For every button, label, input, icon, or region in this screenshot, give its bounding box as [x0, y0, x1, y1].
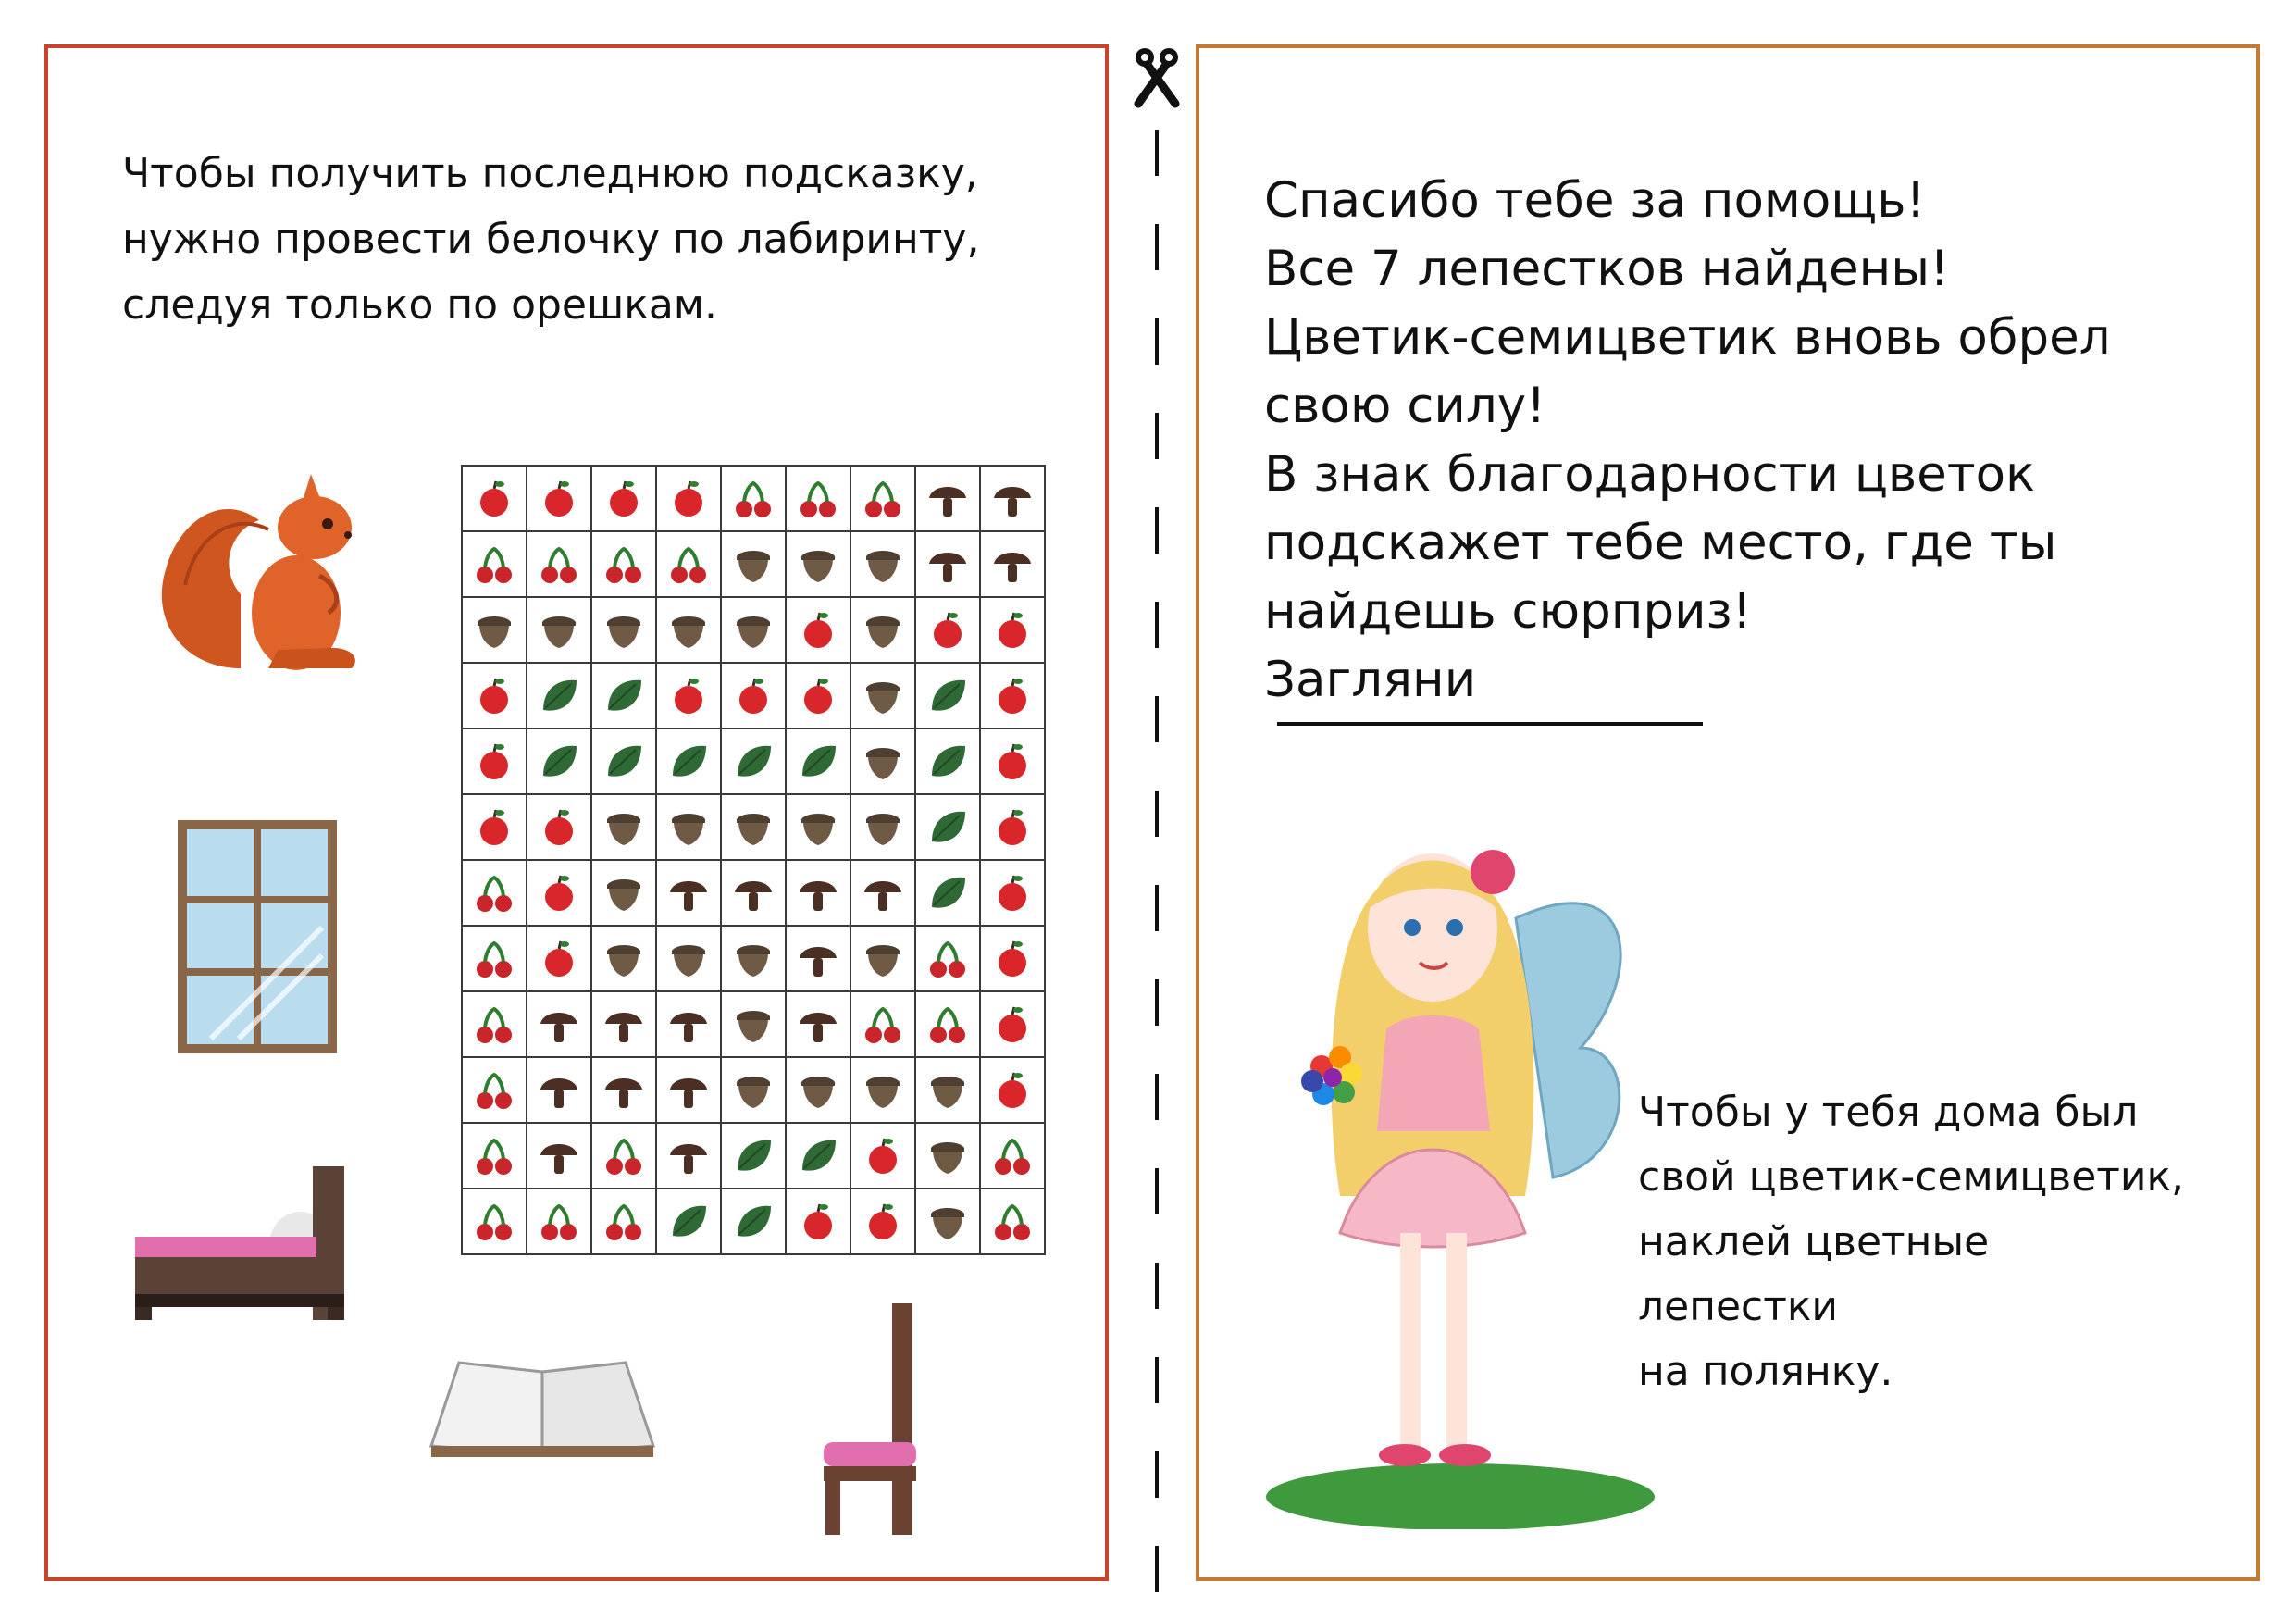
cherry-icon — [471, 1133, 517, 1179]
cut-line — [1129, 37, 1185, 1592]
apple-icon — [989, 870, 1036, 916]
leaf-icon — [925, 804, 971, 851]
nut-icon — [536, 607, 582, 654]
maze-cell-mushroom[interactable] — [915, 531, 980, 597]
maze-cell-cherry[interactable] — [721, 466, 786, 531]
maze-cell-nut[interactable] — [850, 729, 915, 794]
maze-cell-mushroom[interactable] — [656, 1057, 721, 1123]
maze-cell-cherry[interactable] — [591, 531, 656, 597]
cherry-icon — [601, 1199, 647, 1245]
maze-cell-leaf[interactable] — [786, 729, 850, 794]
maze-cell-apple[interactable] — [980, 729, 1045, 794]
maze-cell-cherry[interactable] — [527, 531, 591, 597]
maze-row — [462, 729, 1045, 794]
mushroom-icon — [730, 870, 776, 916]
leaf-icon — [665, 1199, 712, 1245]
maze-cell-leaf[interactable] — [915, 794, 980, 860]
maze-cell-cherry[interactable] — [850, 466, 915, 531]
mushroom-icon — [665, 870, 712, 916]
maze-cell-mushroom[interactable] — [656, 991, 721, 1057]
mushroom-icon — [536, 1133, 582, 1179]
apple-icon — [925, 607, 971, 654]
maze-cell-cherry[interactable] — [462, 860, 527, 926]
thank-you-message — [1264, 167, 2236, 726]
apple-icon — [536, 870, 582, 916]
apple-icon — [471, 476, 517, 522]
maze-cell-mushroom[interactable] — [527, 991, 591, 1057]
apple-icon — [536, 476, 582, 522]
maze-cell-apple[interactable] — [915, 597, 980, 663]
look-line — [1264, 646, 2236, 726]
maze-cell-leaf[interactable] — [656, 729, 721, 794]
nut-icon — [860, 739, 906, 785]
sticker-line: свой цветик-семицветик, — [1638, 1153, 2185, 1201]
apple-icon — [730, 673, 776, 719]
cherry-icon — [860, 476, 906, 522]
mushroom-icon — [536, 1002, 582, 1048]
maze-cell-cherry[interactable] — [980, 1123, 1045, 1189]
maze-cell-apple[interactable] — [980, 926, 1045, 991]
squirrel-illustration — [130, 437, 389, 696]
look-label: Загляни — [1264, 652, 1477, 708]
maze-cell-nut[interactable] — [721, 926, 786, 991]
apple-icon — [536, 936, 582, 982]
nut-icon — [601, 804, 647, 851]
chair-illustration — [818, 1298, 929, 1538]
maze-cell-nut[interactable] — [656, 597, 721, 663]
maze-cell-nut[interactable] — [656, 794, 721, 860]
maze-cell-mushroom[interactable] — [721, 860, 786, 926]
maze-cell-leaf[interactable] — [656, 1189, 721, 1254]
maze-cell-nut[interactable] — [915, 1057, 980, 1123]
leaf-icon — [730, 739, 776, 785]
maze-cell-apple[interactable] — [462, 794, 527, 860]
nut-icon — [860, 1067, 906, 1114]
mushroom-icon — [925, 476, 971, 522]
mushroom-icon — [665, 1002, 712, 1048]
mushroom-icon — [989, 542, 1036, 588]
maze-cell-cherry[interactable] — [462, 991, 527, 1057]
cherry-icon — [471, 542, 517, 588]
leaf-icon — [795, 1133, 841, 1179]
maze-cell-mushroom[interactable] — [980, 531, 1045, 597]
nut-icon — [925, 1133, 971, 1179]
maze-cell-nut[interactable] — [850, 1057, 915, 1123]
message-line: В знак благодарности цветок — [1264, 446, 2036, 503]
sticker-line: Чтобы у тебя дома был — [1638, 1089, 2139, 1136]
apple-icon — [795, 607, 841, 654]
leaf-icon — [730, 1133, 776, 1179]
apple-icon — [665, 673, 712, 719]
apple-icon — [989, 936, 1036, 982]
maze-row — [462, 926, 1045, 991]
maze-cell-mushroom[interactable] — [915, 466, 980, 531]
maze-cell-mushroom[interactable] — [527, 1057, 591, 1123]
cherry-icon — [471, 936, 517, 982]
mushroom-icon — [601, 1067, 647, 1114]
nut-icon — [730, 542, 776, 588]
nut-icon — [730, 607, 776, 654]
apple-icon — [989, 1067, 1036, 1114]
maze-cell-cherry[interactable] — [915, 926, 980, 991]
nut-icon — [601, 936, 647, 982]
maze-cell-mushroom[interactable] — [591, 991, 656, 1057]
nut-icon — [860, 673, 906, 719]
maze-row — [462, 1057, 1045, 1123]
leaf-icon — [925, 739, 971, 785]
apple-icon — [989, 1002, 1036, 1048]
apple-icon — [860, 1133, 906, 1179]
maze-cell-leaf[interactable] — [527, 663, 591, 729]
mushroom-icon — [665, 1067, 712, 1114]
maze-row — [462, 991, 1045, 1057]
mushroom-icon — [860, 870, 906, 916]
sticker-line: наклей цветные лепестки — [1638, 1218, 1990, 1330]
maze-cell-nut[interactable] — [915, 1123, 980, 1189]
nut-icon — [795, 804, 841, 851]
book-illustration — [422, 1353, 663, 1464]
leaf-icon — [536, 673, 582, 719]
apple-icon — [536, 804, 582, 851]
leaf-icon — [925, 673, 971, 719]
mushroom-icon — [665, 1133, 712, 1179]
intro-line: нужно провести белочку по лабиринту, — [122, 216, 980, 263]
cherry-icon — [601, 1133, 647, 1179]
maze-cell-apple[interactable] — [980, 794, 1045, 860]
apple-icon — [601, 476, 647, 522]
nut-icon — [665, 607, 712, 654]
maze-cell-apple[interactable] — [980, 991, 1045, 1057]
maze-cell-apple[interactable] — [786, 597, 850, 663]
cherry-icon — [536, 542, 582, 588]
nut-icon — [860, 804, 906, 851]
maze-row — [462, 794, 1045, 860]
apple-icon — [665, 476, 712, 522]
cherry-icon — [471, 1067, 517, 1114]
maze-cell-mushroom[interactable] — [786, 926, 850, 991]
maze-row — [462, 860, 1045, 926]
maze-row — [462, 1123, 1045, 1189]
maze-cell-apple[interactable] — [656, 466, 721, 531]
leaf-icon — [730, 1199, 776, 1245]
maze-cell-mushroom[interactable] — [527, 1123, 591, 1189]
maze-cell-mushroom[interactable] — [656, 860, 721, 926]
maze-cell-cherry[interactable] — [656, 531, 721, 597]
apple-icon — [989, 607, 1036, 654]
maze-instructions — [122, 141, 1048, 338]
maze-row — [462, 663, 1045, 729]
nut-icon — [795, 542, 841, 588]
maze-cell-mushroom[interactable] — [786, 860, 850, 926]
maze-cell-apple[interactable] — [591, 466, 656, 531]
maze-cell-nut[interactable] — [850, 926, 915, 991]
cherry-icon — [925, 1002, 971, 1048]
mushroom-icon — [795, 870, 841, 916]
maze-cell-nut[interactable] — [850, 597, 915, 663]
maze-cell-cherry[interactable] — [462, 926, 527, 991]
nut-icon — [730, 1067, 776, 1114]
cherry-icon — [536, 1199, 582, 1245]
apple-icon — [795, 673, 841, 719]
maze-cell-cherry[interactable] — [591, 1123, 656, 1189]
maze-grid — [461, 465, 1046, 1255]
nut-icon — [860, 542, 906, 588]
maze-cell-nut[interactable] — [527, 597, 591, 663]
maze-cell-apple[interactable] — [721, 663, 786, 729]
maze-cell-cherry[interactable] — [591, 1189, 656, 1254]
maze-cell-nut[interactable] — [786, 1057, 850, 1123]
mushroom-icon — [925, 542, 971, 588]
maze-cell-apple[interactable] — [462, 466, 527, 531]
apple-icon — [471, 739, 517, 785]
leaf-icon — [601, 673, 647, 719]
maze-cell-mushroom[interactable] — [850, 860, 915, 926]
maze-row — [462, 1189, 1045, 1254]
leaf-icon — [795, 739, 841, 785]
left-page-panel — [44, 44, 1109, 1581]
maze-cell-cherry[interactable] — [462, 531, 527, 597]
maze-cell-nut[interactable] — [721, 531, 786, 597]
mushroom-icon — [601, 1002, 647, 1048]
maze-cell-apple[interactable] — [980, 860, 1045, 926]
maze-cell-mushroom[interactable] — [980, 466, 1045, 531]
cherry-icon — [471, 870, 517, 916]
message-line: Цветик-семицветик вновь обрел — [1264, 309, 2111, 366]
nut-icon — [601, 870, 647, 916]
nut-icon — [471, 607, 517, 654]
answer-blank[interactable] — [1277, 715, 1703, 726]
cherry-icon — [795, 476, 841, 522]
maze-cell-mushroom[interactable] — [656, 1123, 721, 1189]
maze-cell-nut[interactable] — [786, 531, 850, 597]
maze-cell-apple[interactable] — [980, 663, 1045, 729]
maze-row — [462, 531, 1045, 597]
nut-icon — [665, 936, 712, 982]
cherry-icon — [989, 1133, 1036, 1179]
maze-cell-cherry[interactable] — [462, 1123, 527, 1189]
maze-cell-mushroom[interactable] — [786, 991, 850, 1057]
nut-icon — [665, 804, 712, 851]
maze-cell-apple[interactable] — [462, 729, 527, 794]
apple-icon — [471, 673, 517, 719]
maze-cell-apple[interactable] — [850, 1123, 915, 1189]
maze-cell-leaf[interactable] — [591, 729, 656, 794]
maze-cell-apple[interactable] — [527, 466, 591, 531]
maze-cell-nut[interactable] — [656, 926, 721, 991]
mushroom-icon — [536, 1067, 582, 1114]
maze-cell-cherry[interactable] — [462, 1189, 527, 1254]
maze-cell-leaf[interactable] — [721, 729, 786, 794]
maze-cell-apple[interactable] — [980, 597, 1045, 663]
maze-cell-leaf[interactable] — [915, 860, 980, 926]
apple-icon — [989, 804, 1036, 851]
cherry-icon — [989, 1199, 1036, 1245]
maze-cell-nut[interactable] — [786, 794, 850, 860]
mushroom-icon — [989, 476, 1036, 522]
apple-icon — [795, 1199, 841, 1245]
maze-cell-nut[interactable] — [591, 794, 656, 860]
cherry-icon — [665, 542, 712, 588]
nut-icon — [925, 1067, 971, 1114]
maze-cell-apple[interactable] — [527, 794, 591, 860]
leaf-icon — [925, 870, 971, 916]
maze-cell-leaf[interactable] — [786, 1123, 850, 1189]
apple-icon — [860, 1199, 906, 1245]
cherry-icon — [730, 476, 776, 522]
nut-icon — [730, 804, 776, 851]
leaf-icon — [536, 739, 582, 785]
right-page-panel — [1196, 44, 2260, 1581]
nut-icon — [925, 1199, 971, 1245]
maze-cell-leaf[interactable] — [527, 729, 591, 794]
maze-cell-nut[interactable] — [721, 1057, 786, 1123]
nut-icon — [860, 607, 906, 654]
leaf-icon — [665, 739, 712, 785]
nut-icon — [601, 607, 647, 654]
message-line: Спасибо тебе за помощь! — [1264, 172, 1926, 229]
maze-cell-leaf[interactable] — [721, 1189, 786, 1254]
mushroom-icon — [795, 1002, 841, 1048]
maze-cell-apple[interactable] — [850, 1189, 915, 1254]
maze-cell-leaf[interactable] — [915, 663, 980, 729]
message-line: свою силу! — [1264, 378, 1546, 434]
maze-cell-nut[interactable] — [591, 597, 656, 663]
maze-cell-cherry[interactable] — [786, 466, 850, 531]
maze-cell-nut[interactable] — [462, 597, 527, 663]
cherry-icon — [860, 1002, 906, 1048]
message-line: найдешь сюрприз! — [1264, 583, 1752, 640]
intro-line: Чтобы получить последнюю подсказку, — [122, 150, 978, 197]
cherry-icon — [601, 542, 647, 588]
maze-cell-cherry[interactable] — [462, 1057, 527, 1123]
window-illustration — [174, 816, 341, 1057]
sticker-line: на полянку. — [1638, 1348, 1893, 1395]
sticker-instructions — [1638, 1080, 2193, 1404]
maze-cell-apple[interactable] — [786, 1189, 850, 1254]
scissors-icon — [1136, 48, 1178, 104]
maze-cell-nut[interactable] — [721, 991, 786, 1057]
apple-icon — [989, 739, 1036, 785]
nut-icon — [795, 1067, 841, 1114]
maze-cell-cherry[interactable] — [850, 991, 915, 1057]
maze-cell-nut[interactable] — [721, 794, 786, 860]
maze-cell-apple[interactable] — [980, 1057, 1045, 1123]
nut-icon — [730, 936, 776, 982]
cherry-icon — [471, 1002, 517, 1048]
nut-icon — [730, 1002, 776, 1048]
message-line: Все 7 лепестков найдены! — [1264, 241, 1950, 297]
maze-cell-nut[interactable] — [915, 1189, 980, 1254]
maze-cell-nut[interactable] — [850, 663, 915, 729]
maze-row — [462, 597, 1045, 663]
maze-cell-apple[interactable] — [656, 663, 721, 729]
maze-cell-apple[interactable] — [527, 926, 591, 991]
maze-cell-nut[interactable] — [721, 597, 786, 663]
nut-icon — [860, 936, 906, 982]
maze-cell-apple[interactable] — [462, 663, 527, 729]
maze-cell-leaf[interactable] — [591, 663, 656, 729]
cherry-icon — [925, 936, 971, 982]
maze-cell-nut[interactable] — [591, 860, 656, 926]
maze-cell-nut[interactable] — [591, 926, 656, 991]
bed-illustration — [131, 1159, 363, 1326]
apple-icon — [471, 804, 517, 851]
maze-cell-apple[interactable] — [786, 663, 850, 729]
maze-cell-nut[interactable] — [850, 531, 915, 597]
maze-cell-cherry[interactable] — [527, 1189, 591, 1254]
maze-cell-mushroom[interactable] — [591, 1057, 656, 1123]
maze-cell-leaf[interactable] — [915, 729, 980, 794]
leaf-icon — [601, 739, 647, 785]
maze-cell-cherry[interactable] — [980, 1189, 1045, 1254]
cherry-icon — [471, 1199, 517, 1245]
maze-cell-cherry[interactable] — [915, 991, 980, 1057]
mushroom-icon — [795, 936, 841, 982]
maze-cell-apple[interactable] — [527, 860, 591, 926]
message-line: подскажет тебе место, где ты — [1264, 515, 2057, 571]
maze-cell-nut[interactable] — [850, 794, 915, 860]
apple-icon — [989, 673, 1036, 719]
maze-row — [462, 466, 1045, 531]
intro-line: следуя только по орешкам. — [122, 281, 717, 329]
maze-cell-leaf[interactable] — [721, 1123, 786, 1189]
